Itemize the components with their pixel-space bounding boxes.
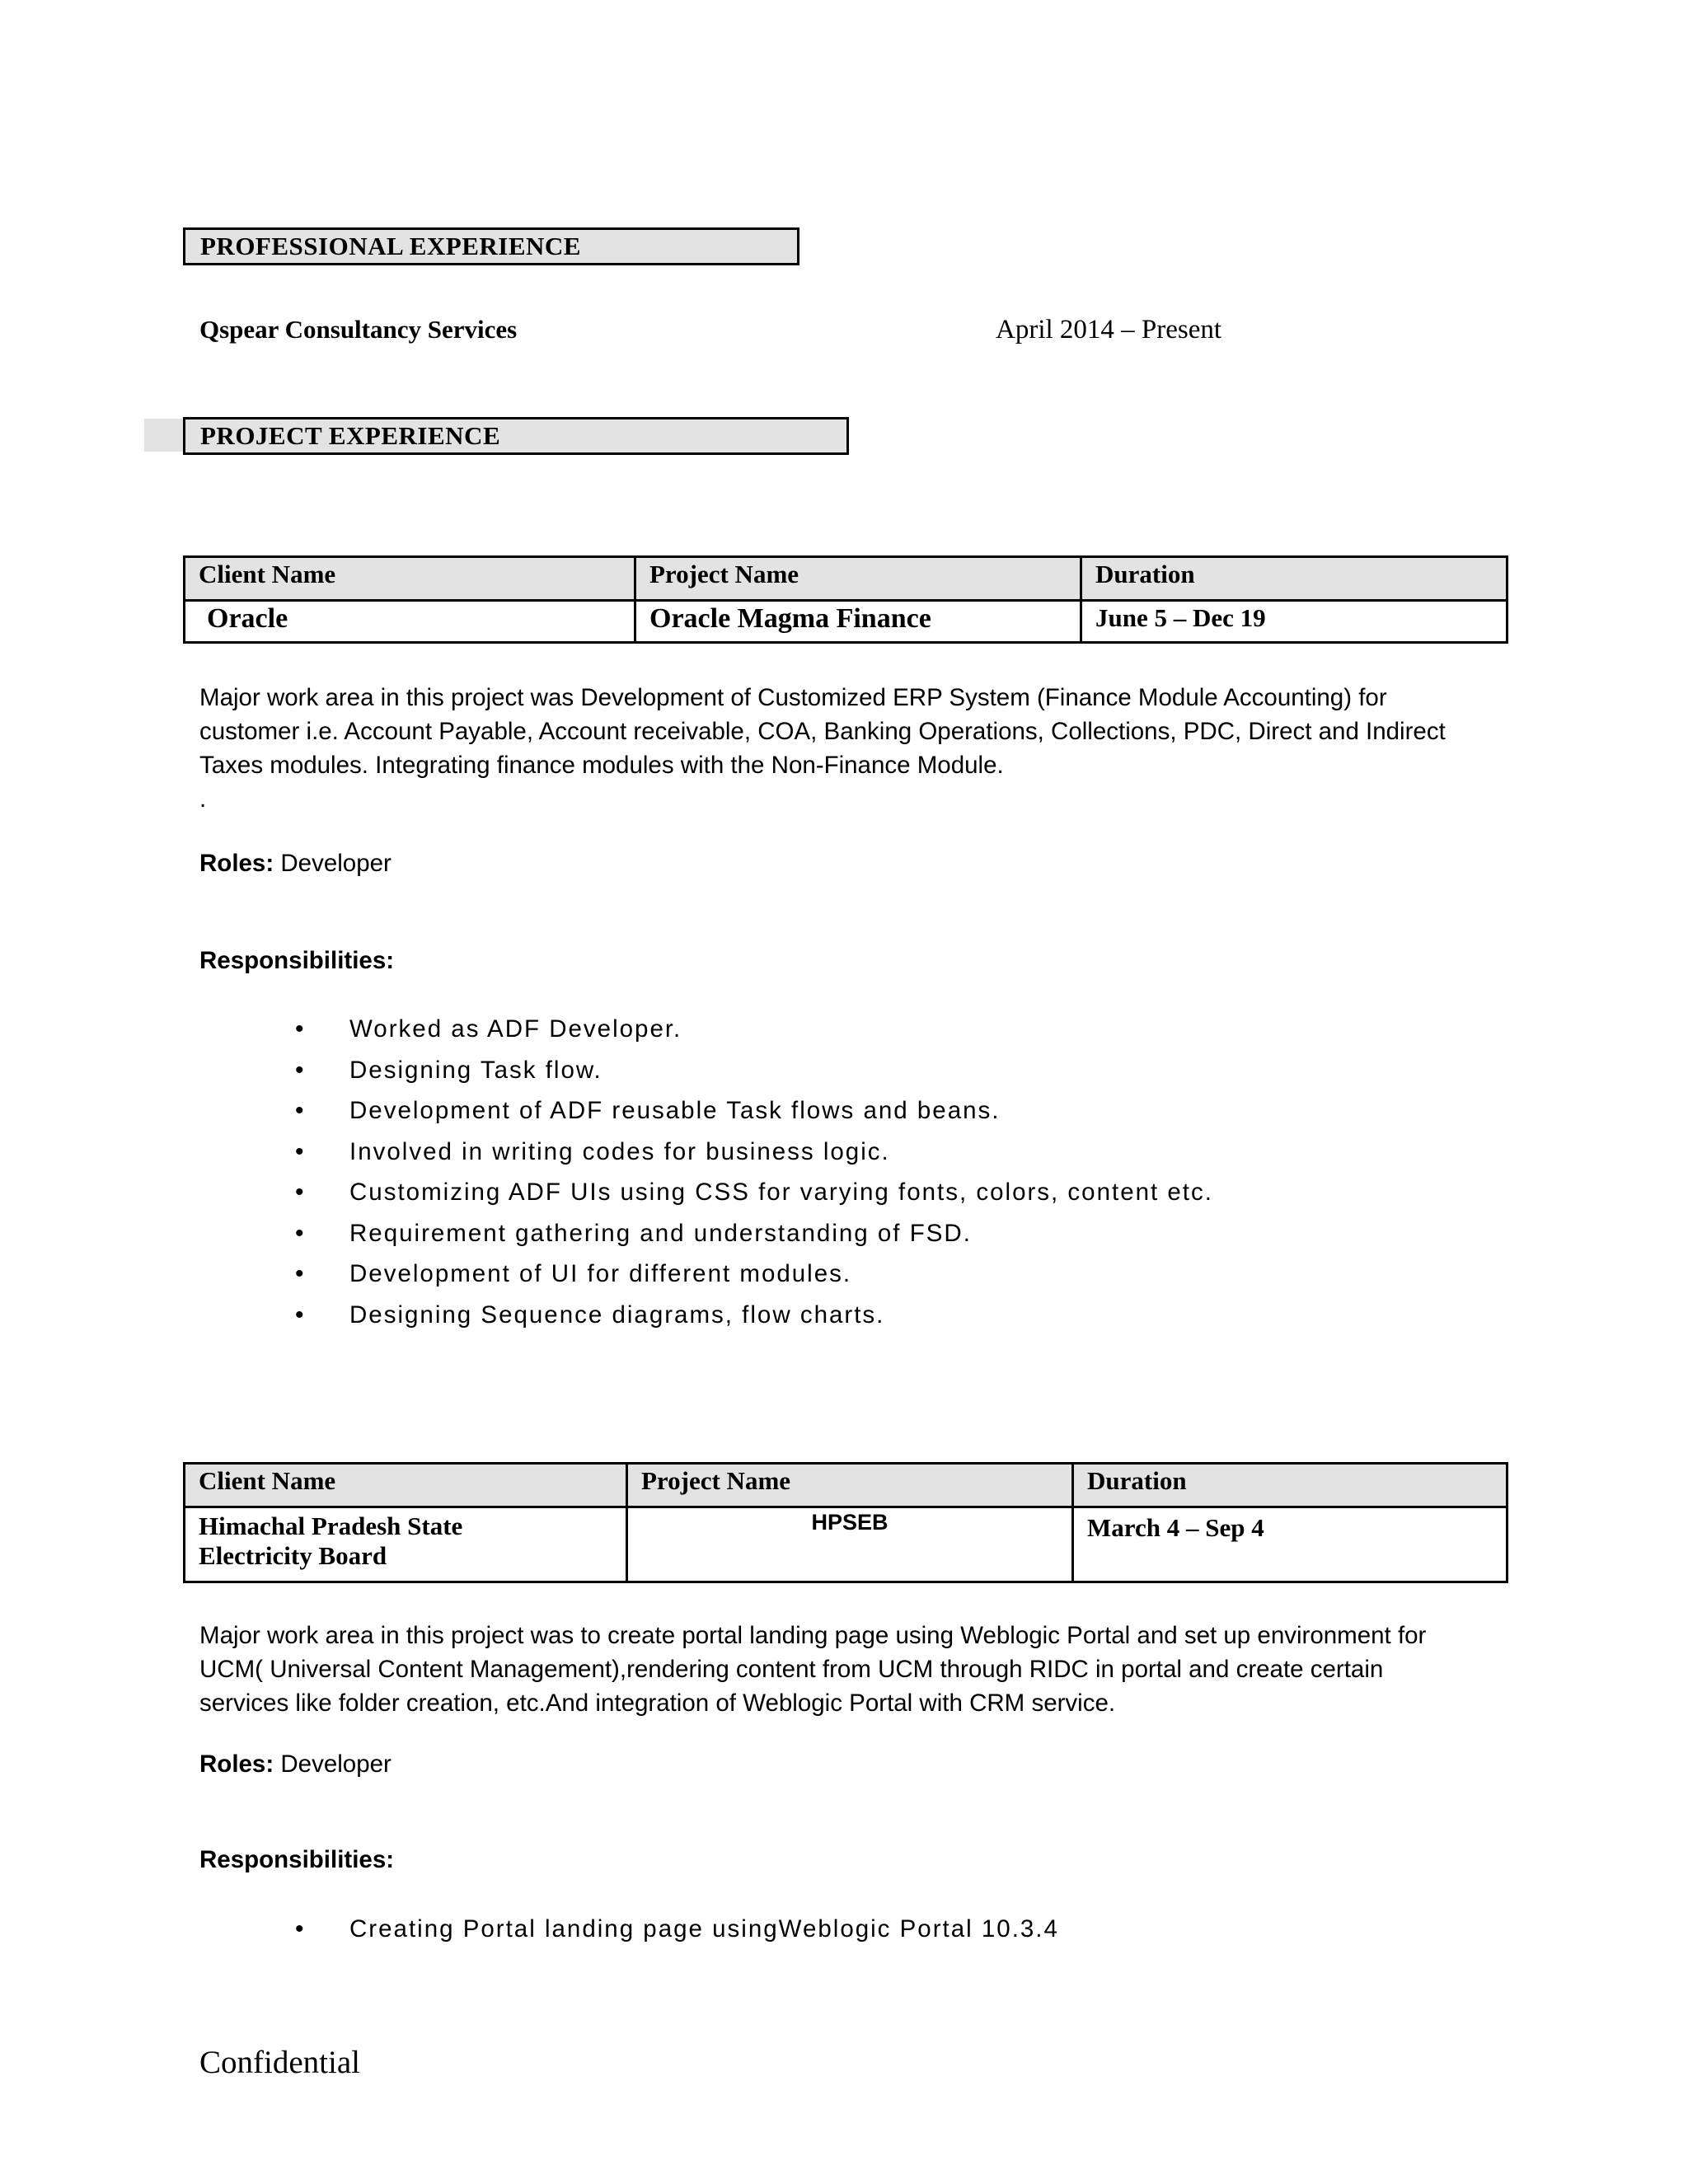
footer-confidential: Confidential — [199, 2045, 360, 2080]
bullet-icon: • — [295, 1097, 304, 1124]
heading-shade — [144, 419, 185, 452]
bullet-icon: • — [295, 1179, 304, 1206]
list-item: • Development of ADF reusable Task flows and beans. — [295, 1090, 1213, 1132]
list-item: • Involved in writing codes for business logic. — [295, 1132, 1213, 1173]
project2-responsibilities-list — [295, 1909, 1059, 1950]
project-name-cell: HPSEB — [627, 1507, 1073, 1582]
project1-responsibilities-label: Responsibilities: — [199, 947, 395, 974]
project1-description — [199, 681, 1518, 816]
description-line: services like folder creation, etc.And integration of Weblogic Portal with CRM service. — [199, 1690, 1116, 1717]
bullet-icon: • — [295, 1301, 304, 1329]
bullet-icon: • — [295, 1015, 304, 1043]
description-line: UCM( Universal Content Management),rendering content from UCM through RIDC in portal and create certain — [199, 1656, 1384, 1683]
project1-roles — [199, 850, 392, 878]
duration-cell: March 4 – Sep 4 — [1073, 1507, 1507, 1582]
list-item: • Development of UI for different modules. — [295, 1254, 1213, 1295]
description-line: Major work area in this project was to create portal landing page using Weblogic Portal and set up environment for — [199, 1622, 1427, 1649]
description-line: Taxes modules. Integrating finance modules with the Non-Finance Module. — [199, 752, 1004, 779]
client-name-line: Electricity Board — [199, 1541, 387, 1570]
bullet-icon: • — [295, 1915, 304, 1943]
header-project-name: Project Name — [635, 557, 1081, 601]
header-duration: Duration — [1073, 1464, 1507, 1507]
description-line: Major work area in this project was Development of Customized ERP System (Finance Module Accounting) for — [199, 684, 1387, 711]
description-line: . — [199, 785, 207, 813]
bullet-icon: • — [295, 1260, 304, 1287]
roles-value: Developer — [280, 850, 392, 877]
list-item: • Designing Task flow. — [295, 1050, 1213, 1091]
client-name-line: Himachal Pradesh State — [199, 1511, 463, 1540]
table-row — [185, 1507, 1507, 1582]
table-header-row — [185, 1464, 1507, 1507]
header-client-name: Client Name — [185, 557, 635, 601]
project2-description — [199, 1619, 1518, 1720]
list-item: • Customizing ADF UIs using CSS for varying fonts, colors, content etc. — [295, 1172, 1213, 1213]
list-item: • Creating Portal landing page usingWeblogic Portal 10.3.4 — [295, 1909, 1059, 1950]
description-line: customer i.e. Account Payable, Account receivable, COA, Banking Operations, Collections, PDC, Direct and Indirect — [199, 718, 1446, 745]
roles-label: Roles: — [199, 1750, 274, 1778]
project1-responsibilities-list — [295, 1009, 1213, 1335]
roles-label: Roles: — [199, 850, 274, 877]
project2-responsibilities-label: Responsibilities: — [199, 1846, 395, 1873]
table-row — [185, 601, 1507, 643]
header-duration: Duration — [1081, 557, 1507, 601]
bullet-icon: • — [295, 1219, 304, 1247]
project2-table — [183, 1462, 1508, 1583]
list-item: • Worked as ADF Developer. — [295, 1009, 1213, 1050]
roles-value: Developer — [280, 1750, 392, 1778]
professional-experience-heading: PROFESSIONAL EXPERIENCE — [183, 227, 799, 265]
header-client-name: Client Name — [185, 1464, 627, 1507]
employment-dates: April 2014 – Present — [996, 315, 1222, 344]
company-name: Qspear Consultancy Services — [199, 315, 518, 344]
table-header-row — [185, 557, 1507, 601]
client-name-cell: Oracle — [185, 601, 635, 643]
bullet-icon: • — [295, 1056, 304, 1084]
duration-cell: June 5 – Dec 19 — [1081, 601, 1507, 643]
project-name-cell: Oracle Magma Finance — [635, 601, 1081, 643]
project2-roles — [199, 1750, 392, 1779]
client-name-cell — [185, 1507, 627, 1582]
list-item: • Requirement gathering and understanding of FSD. — [295, 1213, 1213, 1254]
list-item: • Designing Sequence diagrams, flow charts. — [295, 1295, 1213, 1336]
bullet-icon: • — [295, 1137, 304, 1165]
project-experience-heading: PROJECT EXPERIENCE — [183, 417, 849, 455]
project1-table — [183, 555, 1508, 644]
header-project-name: Project Name — [627, 1464, 1073, 1507]
